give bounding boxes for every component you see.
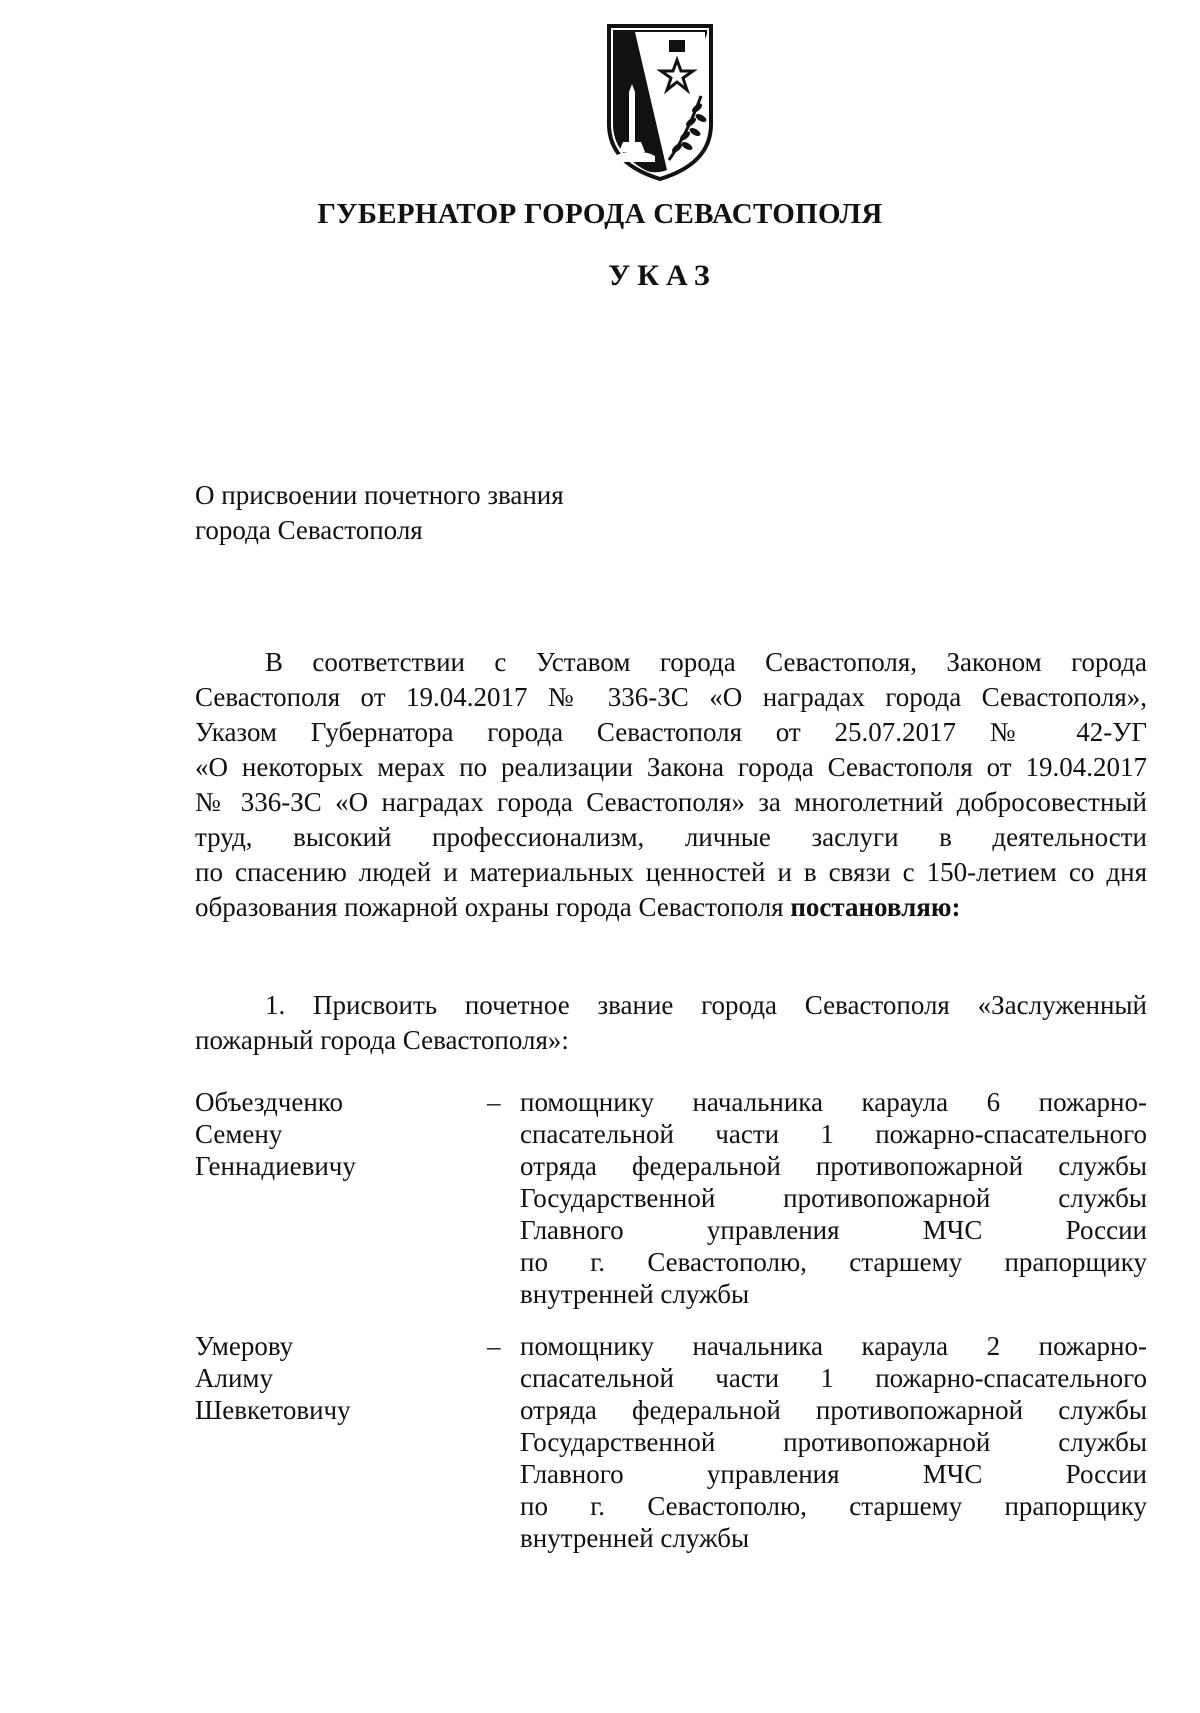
sevastopol-coat-of-arms-icon bbox=[605, 22, 715, 182]
awardee-name bbox=[195, 1330, 475, 1426]
awardee-desc-line: отряда федеральной противопожарной службы bbox=[520, 1395, 1147, 1425]
document-type: УКАЗ bbox=[608, 259, 717, 292]
document-subject bbox=[195, 478, 564, 548]
preamble-line: «О некоторых мерах по реализации Закона города Севастополя от 19.04.2017 bbox=[195, 752, 1147, 782]
awardee-description bbox=[520, 1330, 1147, 1554]
awardee-desc-line: по г. Севастополю, старшему прапорщику bbox=[520, 1491, 1147, 1521]
awardee-desc-line: внутренней службы bbox=[520, 1279, 750, 1309]
preamble-line: Севастополя от 19.04.2017 № 336-ЗС «О наградах города Севастополя», bbox=[195, 682, 1147, 712]
awardee-name-line: Алиму bbox=[195, 1363, 274, 1393]
awardee-desc-line: помощнику начальника караула 2 пожарно- bbox=[520, 1331, 1147, 1361]
item-1-line: 1. Присвоить почетное звание города Севастополя «Заслуженный bbox=[265, 990, 1147, 1020]
awardee-desc-line: по г. Севастополю, старшему прапорщику bbox=[520, 1247, 1147, 1277]
awardee-name-line: Геннадиевичу bbox=[195, 1151, 356, 1181]
preamble-line: № 336-ЗС «О наградах города Севастополя» за многолетний добросовестный bbox=[195, 787, 1147, 817]
preamble-line: Указом Губернатора города Севастополя от 25.07.2017 № 42-УГ bbox=[195, 717, 1147, 747]
subject-line: О присвоении почетного звания bbox=[195, 480, 564, 510]
item-1-line: пожарный города Севастополя»: bbox=[195, 1025, 569, 1055]
awardee-entry bbox=[195, 1086, 1147, 1316]
awardee-dash: – bbox=[487, 1087, 501, 1117]
issuer-title: ГУБЕРНАТОР ГОРОДА СЕВАСТОПОЛЯ bbox=[317, 198, 883, 230]
awardee-desc-line: Государственной противопожарной службы bbox=[520, 1427, 1147, 1457]
awardee-dash: – bbox=[487, 1331, 501, 1361]
preamble-line: по спасению людей и материальных ценностей и в связи с 150-летием со дня bbox=[195, 857, 1147, 887]
awardee-description bbox=[520, 1086, 1147, 1310]
preamble-line: труд, высокий профессионализм, личные заслуги в деятельности bbox=[195, 822, 1147, 852]
awardee-name-line: Умерову bbox=[195, 1331, 294, 1361]
subject-line: города Севастополя bbox=[195, 515, 423, 545]
awardee-desc-line: помощнику начальника караула 6 пожарно- bbox=[520, 1087, 1147, 1117]
awardee-name-line: Семену bbox=[195, 1119, 283, 1149]
preamble-paragraph bbox=[195, 645, 1147, 925]
awardee-desc-line: внутренней службы bbox=[520, 1523, 750, 1553]
awardee-name-line: Объездченко bbox=[195, 1087, 344, 1117]
item-1-paragraph bbox=[195, 988, 1147, 1058]
awardee-name-line: Шевкетовичу bbox=[195, 1395, 351, 1425]
awardee-desc-line: спасательной части 1 пожарно-спасательного bbox=[520, 1363, 1147, 1393]
preamble-line: образования пожарной охраны города Севастополя bbox=[195, 892, 784, 922]
awardee-desc-line: Главного управления МЧС России bbox=[520, 1459, 1147, 1489]
resolution-word: постановляю: bbox=[790, 892, 961, 922]
preamble-line: В соответствии с Уставом города Севастополя, Законом города bbox=[265, 647, 1147, 677]
awardee-entry bbox=[195, 1330, 1147, 1560]
awardee-desc-line: Государственной противопожарной службы bbox=[520, 1183, 1147, 1213]
awardee-name bbox=[195, 1086, 475, 1182]
awardee-desc-line: спасательной части 1 пожарно-спасательного bbox=[520, 1119, 1147, 1149]
preamble-last-line bbox=[195, 890, 1147, 925]
awardee-desc-line: отряда федеральной противопожарной службы bbox=[520, 1151, 1147, 1181]
awardee-desc-line: Главного управления МЧС России bbox=[520, 1215, 1147, 1245]
